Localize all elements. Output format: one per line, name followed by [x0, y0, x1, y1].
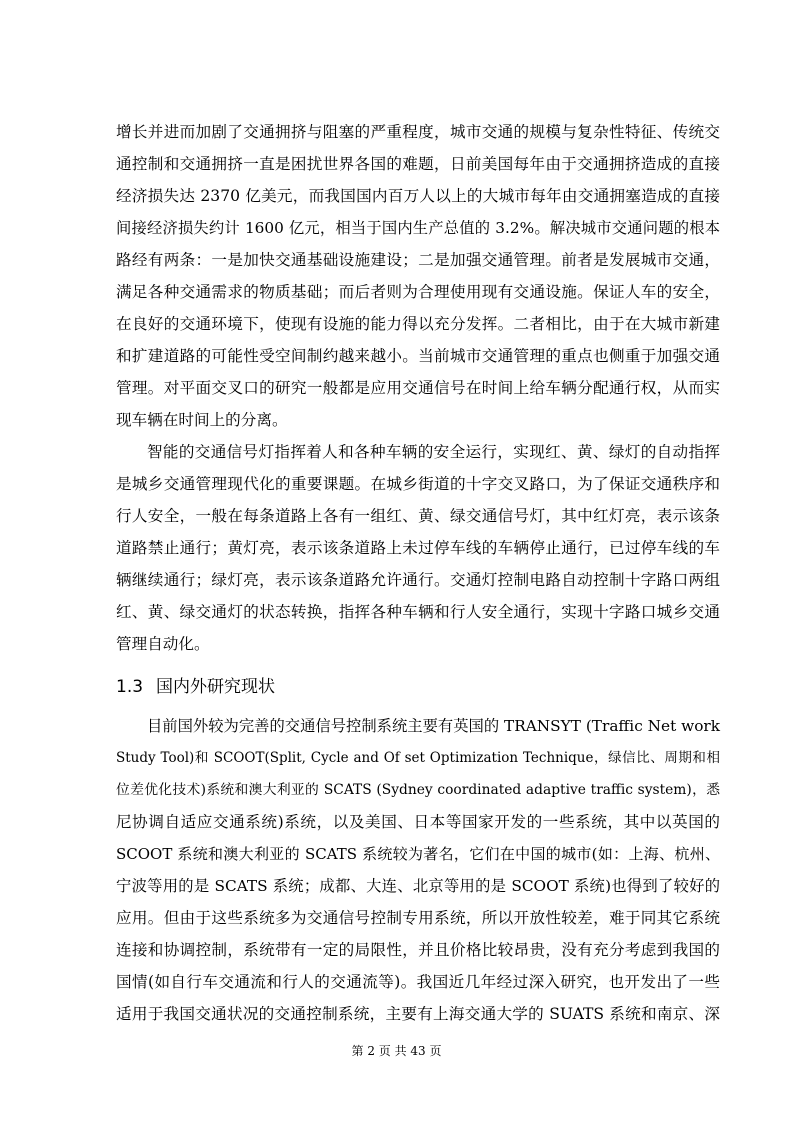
section-number: 1.3	[116, 677, 144, 697]
text-line: 在良好的交通环境下，使现有设施的能力得以充分发挥。二者相比，由于在大城市新建	[116, 315, 720, 333]
text-line: 间接经济损失约计 1600 亿元，相当于国内生产总值的 3.2%。解决城市交通问题的根本	[116, 219, 720, 237]
text-line: 适用于我国交通状况的交通控制系统，主要有上海交通大学的 SUATS 系统和南京、深	[116, 1005, 720, 1023]
text-line: 经济损失达 2370 亿美元，而我国国内百万人以上的大城市每年由交通拥塞造成的直接	[116, 187, 720, 205]
text-line: 增长并进而加剧了交通拥挤与阻塞的严重程度，城市交通的规模与复杂性特征、传统交	[116, 123, 720, 141]
text-line: SCOOT 系统和澳大利亚的 SCATS 系统较为著名，它们在中国的城市(如：上海、杭州、	[116, 845, 720, 863]
text-line: 和扩建道路的可能性受空间制约越来越小。当前城市交通管理的重点也侧重于加强交通	[116, 347, 720, 365]
text-line: 红、黄、绿交通灯的状态转换，指挥各种车辆和行人安全通行，实现十字路口城乡交通	[116, 603, 720, 621]
text-line: 国情(如自行车交通流和行人的交通流等)。我国近几年经过深入研究，也开发出了一些	[116, 973, 720, 991]
section-heading	[116, 676, 275, 698]
text-line: 宁波等用的是 SCATS 系统；成都、大连、北京等用的是 SCOOT 系统)也得到了较好的	[116, 877, 720, 895]
text-line: Study Tool)和 SCOOT(Split, Cycle and Of set Optimization Technique，绿信比、周期和相	[116, 750, 720, 766]
text-line: 道路禁止通行；黄灯亮，表示该条道路上未过停车线的车辆停止通行，已过停车线的车	[116, 539, 720, 557]
text-line: 连接和协调控制，系统带有一定的局限性，并且价格比较昂贵，没有充分考虑到我国的	[116, 941, 720, 959]
text-line: 位差优化技术)系统和澳大利亚的 SCATS (Sydney coordinated adaptive traffic system)，悉	[116, 782, 720, 798]
text-line: 智能的交通信号灯指挥着人和各种车辆的安全运行，实现红、黄、绿灯的自动指挥	[147, 443, 720, 461]
text-line: 满足各种交通需求的物质基础；而后者则为合理使用现有交通设施。保证人车的安全，	[116, 283, 720, 301]
text-line: 目前国外较为完善的交通信号控制系统主要有英国的 TRANSYT (Traffic Net work	[147, 717, 720, 735]
text-line: 通控制和交通拥挤一直是困扰世界各国的难题，日前美国每年由于交通拥挤造成的直接	[116, 155, 720, 173]
text-line: 辆继续通行；绿灯亮，表示该条道路允许通行。交通灯控制电路自动控制十字路口两组	[116, 571, 720, 589]
page-footer: 第 2 页 共 43 页	[351, 1044, 442, 1058]
text-line: 尼协调自适应交通系统)系统，以及美国、日本等国家开发的一些系统，其中以英国的	[116, 813, 720, 831]
section-title: 国内外研究现状	[156, 677, 275, 697]
text-line: 行人安全，一般在每条道路上各有一组红、黄、绿交通信号灯，其中红灯亮，表示该条	[116, 507, 720, 525]
text-line: 管理自动化。	[116, 635, 210, 653]
text-line: 应用。但由于这些系统多为交通信号控制专用系统，所以开放性较差，难于同其它系统	[116, 909, 720, 927]
text-line: 路经有两条：一是加快交通基础设施建设；二是加强交通管理。前者是发展城市交通，	[116, 251, 720, 269]
text-line: 现车辆在时间上的分离。	[116, 411, 288, 429]
text-line: 是城乡交通管理现代化的重要课题。在城乡街道的十字交叉路口，为了保证交通秩序和	[116, 475, 720, 493]
text-line: 管理。对平面交叉口的研究一般都是应用交通信号在时间上给车辆分配通行权，从而实	[116, 379, 720, 397]
